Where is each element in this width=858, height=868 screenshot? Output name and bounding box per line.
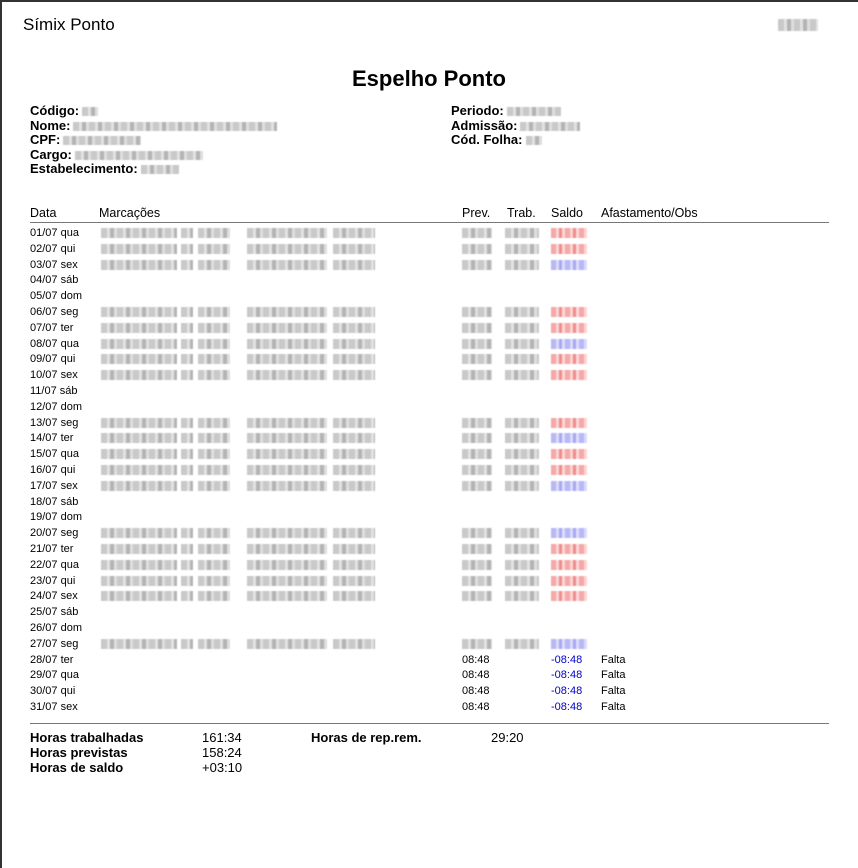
name-label: Nome: xyxy=(30,117,71,133)
marks-redacted xyxy=(101,576,177,586)
marks-redacted xyxy=(333,354,375,364)
marks-redacted xyxy=(247,576,327,586)
marks-redacted xyxy=(333,339,375,349)
header-marks: Marcações xyxy=(99,206,161,220)
info-row-payroll xyxy=(451,133,580,148)
header-date: Data xyxy=(30,206,57,220)
header-trab: Trab. xyxy=(507,206,536,220)
table-row xyxy=(0,337,858,353)
row-date: 18/07 sáb xyxy=(30,495,79,508)
info-row-establishment xyxy=(30,162,277,177)
marks-redacted xyxy=(181,323,193,333)
marks-redacted xyxy=(181,576,193,586)
marks-redacted xyxy=(333,544,375,554)
saldo-redacted xyxy=(551,481,587,491)
header-obs: Afastamento/Obs xyxy=(601,206,698,220)
marks-redacted xyxy=(247,260,327,270)
marks-redacted xyxy=(181,260,193,270)
marks-redacted xyxy=(101,481,177,491)
marks-redacted xyxy=(101,465,177,475)
row-date: 04/07 sáb xyxy=(30,274,79,287)
marks-redacted xyxy=(333,307,375,317)
saldo-redacted xyxy=(551,228,587,238)
marks-redacted xyxy=(247,560,327,570)
rest-hours-label: Horas de rep.rem. xyxy=(311,730,422,745)
marks-redacted xyxy=(181,449,193,459)
marks-redacted xyxy=(181,465,193,475)
table-row xyxy=(0,668,858,684)
marks-redacted xyxy=(198,323,230,333)
info-row-name xyxy=(30,119,277,134)
marks-redacted xyxy=(333,228,375,238)
marks-redacted xyxy=(333,323,375,333)
marks-redacted xyxy=(333,560,375,570)
marks-redacted xyxy=(101,433,177,443)
table-row xyxy=(0,463,858,479)
marks-redacted xyxy=(333,260,375,270)
period-info xyxy=(451,104,580,148)
marks-redacted xyxy=(101,370,177,380)
employee-info xyxy=(30,104,277,177)
totals-labels xyxy=(30,730,143,775)
balance-hours-label: Horas de saldo xyxy=(30,760,124,775)
marks-redacted xyxy=(181,591,193,601)
trab-redacted xyxy=(505,244,539,254)
row-date: 20/07 seg xyxy=(30,527,79,540)
marks-redacted xyxy=(333,449,375,459)
prev-redacted xyxy=(462,639,492,649)
marks-redacted xyxy=(247,639,327,649)
trab-redacted xyxy=(505,544,539,554)
worked-hours-value: 161:34 xyxy=(202,730,242,745)
row-date: 31/07 sex xyxy=(30,700,78,713)
table-row xyxy=(0,400,858,416)
marks-redacted xyxy=(181,433,193,443)
expected-hours-value: 158:24 xyxy=(202,745,242,760)
table-row xyxy=(0,574,858,590)
row-prev: 08:48 xyxy=(462,653,490,666)
role-label: Cargo: xyxy=(30,146,72,162)
marks-redacted xyxy=(333,465,375,475)
marks-redacted xyxy=(333,418,375,428)
marks-redacted xyxy=(247,544,327,554)
row-saldo: -08:48 xyxy=(551,700,583,713)
marks-redacted xyxy=(181,560,193,570)
row-date: 13/07 seg xyxy=(30,416,79,429)
row-prev: 08:48 xyxy=(462,700,490,713)
prev-redacted xyxy=(462,544,492,554)
row-date: 28/07 ter xyxy=(30,653,74,666)
row-date: 25/07 sáb xyxy=(30,606,79,619)
trab-redacted xyxy=(505,481,539,491)
row-date: 22/07 qua xyxy=(30,558,79,571)
marks-redacted xyxy=(333,433,375,443)
rest-hours-value: 29:20 xyxy=(491,730,524,745)
header-prev: Prev. xyxy=(462,206,491,220)
prev-redacted xyxy=(462,323,492,333)
marks-redacted xyxy=(198,639,230,649)
row-date: 14/07 ter xyxy=(30,432,74,445)
row-prev: 08:48 xyxy=(462,685,490,698)
marks-redacted xyxy=(101,418,177,428)
row-date: 29/07 qua xyxy=(30,669,79,682)
info-row-period xyxy=(451,104,580,119)
saldo-redacted xyxy=(551,560,587,570)
cpf-redacted xyxy=(63,136,141,145)
prev-redacted xyxy=(462,591,492,601)
table-row xyxy=(0,258,858,274)
marks-redacted xyxy=(198,244,230,254)
marks-redacted xyxy=(198,307,230,317)
marks-redacted xyxy=(333,481,375,491)
totals-values xyxy=(202,730,242,775)
table-row xyxy=(0,384,858,400)
totals-divider xyxy=(30,723,829,724)
row-date: 17/07 sex xyxy=(30,479,78,492)
row-date: 30/07 qui xyxy=(30,685,76,698)
saldo-redacted xyxy=(551,244,587,254)
row-date: 05/07 dom xyxy=(30,290,82,303)
worked-hours-label: Horas trabalhadas xyxy=(30,730,144,745)
marks-redacted xyxy=(198,544,230,554)
prev-redacted xyxy=(462,481,492,491)
marks-redacted xyxy=(247,339,327,349)
establishment-redacted xyxy=(141,165,179,174)
row-saldo: -08:48 xyxy=(551,669,583,682)
marks-redacted xyxy=(101,544,177,554)
marks-redacted xyxy=(181,639,193,649)
marks-redacted xyxy=(101,339,177,349)
saldo-redacted xyxy=(551,639,587,649)
row-date: 27/07 seg xyxy=(30,637,79,650)
marks-redacted xyxy=(333,576,375,586)
prev-redacted xyxy=(462,244,492,254)
marks-redacted xyxy=(198,576,230,586)
marks-redacted xyxy=(101,307,177,317)
saldo-redacted xyxy=(551,465,587,475)
row-saldo: -08:48 xyxy=(551,685,583,698)
table-row xyxy=(0,558,858,574)
row-prev: 08:48 xyxy=(462,669,490,682)
trab-redacted xyxy=(505,433,539,443)
table-row xyxy=(0,684,858,700)
marks-redacted xyxy=(198,228,230,238)
prev-redacted xyxy=(462,228,492,238)
trab-redacted xyxy=(505,354,539,364)
row-date: 24/07 sex xyxy=(30,590,78,603)
period-redacted xyxy=(507,107,561,116)
marks-redacted xyxy=(181,418,193,428)
table-row xyxy=(0,653,858,669)
saldo-redacted xyxy=(551,370,587,380)
row-date: 02/07 qui xyxy=(30,242,76,255)
row-date: 19/07 dom xyxy=(30,511,82,524)
user-name-redacted xyxy=(778,19,818,31)
marks-redacted xyxy=(198,449,230,459)
header-divider xyxy=(30,222,829,223)
table-row xyxy=(0,605,858,621)
info-row-admission xyxy=(451,119,580,134)
app-title: Símix Ponto xyxy=(23,15,115,34)
info-row-role xyxy=(30,148,277,163)
prev-redacted xyxy=(462,307,492,317)
prev-redacted xyxy=(462,528,492,538)
admission-label: Admissão: xyxy=(451,117,518,133)
role-redacted xyxy=(75,151,203,160)
row-date: 21/07 ter xyxy=(30,542,74,555)
marks-redacted xyxy=(101,354,177,364)
marks-redacted xyxy=(333,244,375,254)
marks-redacted xyxy=(198,465,230,475)
row-date: 06/07 seg xyxy=(30,305,79,318)
marks-redacted xyxy=(101,244,177,254)
row-obs: Falta xyxy=(601,653,626,666)
trab-redacted xyxy=(505,418,539,428)
cpf-label: CPF: xyxy=(30,132,61,147)
row-date: 12/07 dom xyxy=(30,400,82,413)
marks-redacted xyxy=(247,481,327,491)
table-row xyxy=(0,242,858,258)
payroll-redacted xyxy=(526,136,542,145)
table-row xyxy=(0,637,858,653)
prev-redacted xyxy=(462,449,492,459)
marks-redacted xyxy=(247,528,327,538)
saldo-redacted xyxy=(551,260,587,270)
code-redacted xyxy=(82,107,98,116)
prev-redacted xyxy=(462,339,492,349)
marks-redacted xyxy=(198,433,230,443)
prev-redacted xyxy=(462,433,492,443)
marks-redacted xyxy=(247,449,327,459)
table-row xyxy=(0,431,858,447)
marks-redacted xyxy=(247,323,327,333)
payroll-label: Cód. Folha: xyxy=(451,132,523,147)
marks-redacted xyxy=(333,370,375,380)
row-date: 23/07 qui xyxy=(30,574,76,587)
admission-redacted xyxy=(520,122,580,131)
table-row xyxy=(0,289,858,305)
prev-redacted xyxy=(462,465,492,475)
table-row xyxy=(0,447,858,463)
trab-redacted xyxy=(505,465,539,475)
prev-redacted xyxy=(462,560,492,570)
table-row xyxy=(0,526,858,542)
marks-redacted xyxy=(198,418,230,428)
table-row xyxy=(0,621,858,637)
row-date: 01/07 qua xyxy=(30,227,79,239)
marks-redacted xyxy=(333,528,375,538)
saldo-redacted xyxy=(551,418,587,428)
table-row xyxy=(0,589,858,605)
table-row xyxy=(0,273,858,289)
trab-redacted xyxy=(505,370,539,380)
marks-redacted xyxy=(198,339,230,349)
marks-redacted xyxy=(247,354,327,364)
saldo-redacted xyxy=(551,449,587,459)
balance-hours-value: +03:10 xyxy=(202,760,243,775)
rest-hours xyxy=(311,730,422,745)
marks-redacted xyxy=(198,560,230,570)
trab-redacted xyxy=(505,528,539,538)
table-row xyxy=(0,368,858,384)
marks-redacted xyxy=(333,591,375,601)
marks-redacted xyxy=(101,591,177,601)
row-obs: Falta xyxy=(601,685,626,698)
row-date: 08/07 qua xyxy=(30,337,79,350)
marks-redacted xyxy=(247,591,327,601)
table-row xyxy=(0,321,858,337)
marks-redacted xyxy=(101,528,177,538)
row-date: 10/07 sex xyxy=(30,369,78,382)
row-obs: Falta xyxy=(601,700,626,713)
marks-redacted xyxy=(198,591,230,601)
trab-redacted xyxy=(505,576,539,586)
row-date: 16/07 qui xyxy=(30,463,76,476)
marks-redacted xyxy=(181,228,193,238)
marks-redacted xyxy=(247,433,327,443)
marks-redacted xyxy=(247,307,327,317)
marks-redacted xyxy=(247,228,327,238)
trab-redacted xyxy=(505,260,539,270)
marks-redacted xyxy=(101,639,177,649)
marks-redacted xyxy=(181,481,193,491)
marks-redacted xyxy=(101,560,177,570)
marks-redacted xyxy=(181,354,193,364)
table-row xyxy=(0,542,858,558)
marks-redacted xyxy=(247,418,327,428)
info-row-cpf xyxy=(30,133,277,148)
marks-redacted xyxy=(198,481,230,491)
marks-redacted xyxy=(198,370,230,380)
table-row xyxy=(0,305,858,321)
prev-redacted xyxy=(462,370,492,380)
saldo-redacted xyxy=(551,323,587,333)
header-saldo: Saldo xyxy=(551,206,583,220)
saldo-redacted xyxy=(551,354,587,364)
table-row xyxy=(0,416,858,432)
saldo-redacted xyxy=(551,307,587,317)
prev-redacted xyxy=(462,576,492,586)
establishment-label: Estabelecimento: xyxy=(30,161,138,176)
saldo-redacted xyxy=(551,544,587,554)
marks-redacted xyxy=(101,323,177,333)
trab-redacted xyxy=(505,307,539,317)
marks-redacted xyxy=(101,260,177,270)
row-date: 11/07 sáb xyxy=(30,384,78,397)
marks-redacted xyxy=(247,465,327,475)
row-date: 26/07 dom xyxy=(30,621,82,634)
prev-redacted xyxy=(462,354,492,364)
row-obs: Falta xyxy=(601,669,626,682)
trab-redacted xyxy=(505,449,539,459)
trab-redacted xyxy=(505,591,539,601)
marks-redacted xyxy=(333,639,375,649)
row-date: 09/07 qui xyxy=(30,353,76,366)
info-row-code xyxy=(30,104,277,119)
marks-redacted xyxy=(101,449,177,459)
table-row xyxy=(0,700,858,716)
trab-redacted xyxy=(505,560,539,570)
row-saldo: -08:48 xyxy=(551,653,583,666)
table-row xyxy=(0,495,858,511)
table-row xyxy=(0,226,858,242)
marks-redacted xyxy=(198,528,230,538)
trab-redacted xyxy=(505,639,539,649)
marks-redacted xyxy=(181,244,193,254)
marks-redacted xyxy=(247,244,327,254)
prev-redacted xyxy=(462,260,492,270)
marks-redacted xyxy=(101,228,177,238)
marks-redacted xyxy=(247,370,327,380)
trab-redacted xyxy=(505,323,539,333)
row-date: 15/07 qua xyxy=(30,448,79,461)
marks-redacted xyxy=(181,307,193,317)
marks-redacted xyxy=(181,370,193,380)
saldo-redacted xyxy=(551,433,587,443)
document-title: Espelho Ponto xyxy=(352,66,506,91)
name-redacted xyxy=(73,122,277,131)
row-date: 03/07 sex xyxy=(30,258,78,271)
saldo-redacted xyxy=(551,339,587,349)
period-label: Periodo: xyxy=(451,103,504,118)
marks-redacted xyxy=(181,528,193,538)
saldo-redacted xyxy=(551,576,587,586)
marks-redacted xyxy=(198,260,230,270)
marks-redacted xyxy=(198,354,230,364)
trab-redacted xyxy=(505,228,539,238)
timesheet-rows xyxy=(0,226,858,716)
prev-redacted xyxy=(462,418,492,428)
row-date: 07/07 ter xyxy=(30,321,74,334)
saldo-redacted xyxy=(551,591,587,601)
rest-hours-value-wrap xyxy=(491,730,524,745)
table-row xyxy=(0,352,858,368)
table-row xyxy=(0,479,858,495)
trab-redacted xyxy=(505,339,539,349)
saldo-redacted xyxy=(551,528,587,538)
marks-redacted xyxy=(181,339,193,349)
marks-redacted xyxy=(181,544,193,554)
code-label: Código: xyxy=(30,103,80,118)
table-row xyxy=(0,510,858,526)
expected-hours-label: Horas previstas xyxy=(30,745,128,760)
